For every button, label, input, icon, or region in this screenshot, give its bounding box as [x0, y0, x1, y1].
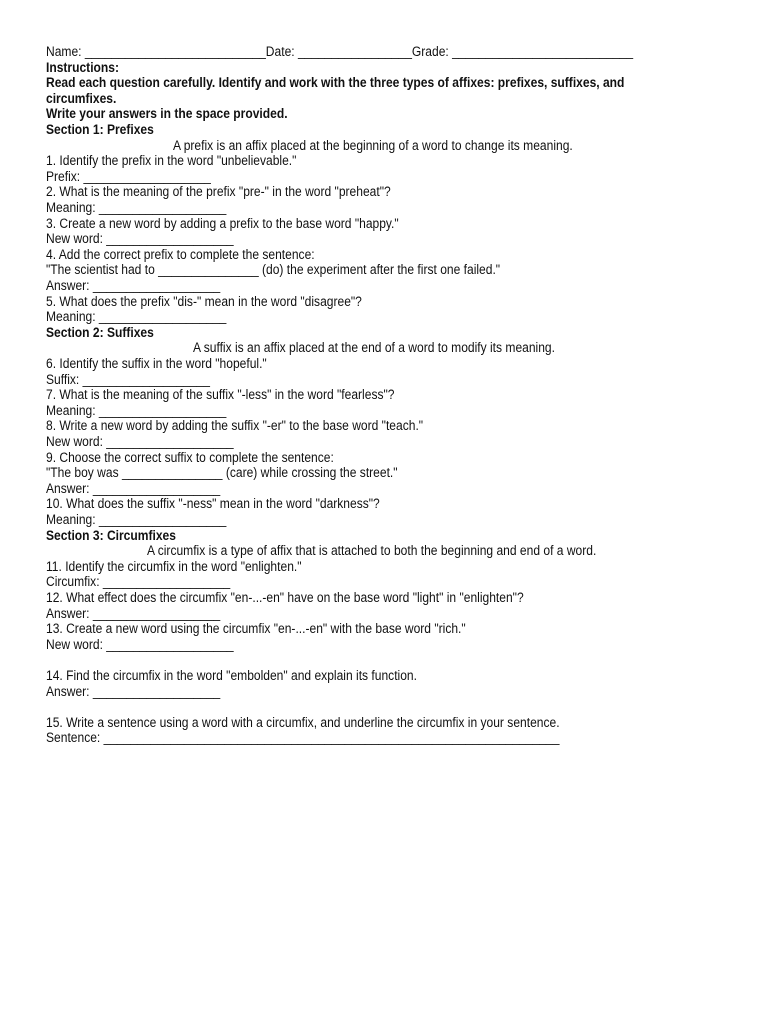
section-definition: A circumfix is a type of affix that is attached to both the beginning and end of a word.: [147, 543, 597, 559]
answer-blank: Sentence: ____________________________________________________________________: [46, 730, 560, 746]
answer-blank: Suffix: ___________________: [46, 371, 210, 387]
question-text: 5. What does the prefix "dis-" mean in the word "disagree"?: [46, 293, 362, 309]
instructions-text: Write your answers in the space provided.: [46, 106, 288, 122]
question-text: 10. What does the suffix "-ness" mean in the word "darkness"?: [46, 496, 380, 512]
question-text: 11. Identify the circumfix in the word "enlighten.": [46, 558, 302, 574]
answer-blank: New word: ___________________: [46, 636, 234, 652]
question-text: 7. What is the meaning of the suffix "-less" in the word "fearless"?: [46, 387, 395, 403]
question-text: 6. Identify the suffix in the word "hopeful.": [46, 356, 267, 371]
answer-blank: Answer: ___________________: [46, 480, 221, 496]
question-text: 2. What is the meaning of the prefix "pre-" in the word "preheat"?: [46, 184, 391, 200]
question-sentence: "The scientist had to _______________ (do) the experiment after the first one failed.": [46, 262, 501, 278]
answer-blank: Circumfix: ___________________: [46, 574, 231, 590]
instructions-text: circumfixes.: [46, 90, 117, 106]
section-heading: Section 1: Prefixes: [46, 122, 154, 137]
header-fields: Name: ___________________________Date: _________________Grade: ___________________________: [46, 44, 634, 59]
section-definition: A prefix is an affix placed at the beginning of a word to change its meaning.: [173, 137, 573, 153]
question-text: 9. Choose the correct suffix to complete the sentence:: [46, 449, 334, 465]
section-heading: Section 2: Suffixes: [46, 324, 154, 340]
question-sentence: "The boy was _______________ (care) while crossing the street.": [46, 465, 398, 481]
answer-blank: Meaning: ___________________: [46, 309, 227, 325]
instructions-text: Read each question carefully. Identify and work with the three types of affixes: prefixes, suffixes, and: [46, 75, 625, 91]
answer-blank: New word: ___________________: [46, 434, 234, 449]
question-text: 14. Find the circumfix in the word "embolden" and explain its function.: [46, 668, 417, 683]
answer-blank: Answer: ___________________: [46, 278, 221, 293]
question-text: 1. Identify the prefix in the word "unbelievable.": [46, 153, 297, 169]
answer-blank: Meaning: ___________________: [46, 402, 227, 418]
question-text: 12. What effect does the circumfix "en-...-en" have on the base word "light" in "enlighten"?: [46, 590, 524, 605]
answer-blank: New word: ___________________: [46, 231, 234, 247]
section-heading: Section 3: Circumfixes: [46, 527, 176, 543]
answer-blank: Answer: ___________________: [46, 683, 221, 699]
question-text: 13. Create a new word using the circumfix "en-...-en" with the base word "rich.": [46, 621, 466, 637]
section-definition: A suffix is an affix placed at the end of a word to modify its meaning.: [193, 340, 555, 356]
question-text: 3. Create a new word by adding a prefix to the base word "happy.": [46, 215, 399, 231]
answer-blank: Answer: ___________________: [46, 605, 221, 621]
answer-blank: Prefix: ___________________: [46, 168, 211, 184]
question-text: 8. Write a new word by adding the suffix "-er" to the base word "teach.": [46, 418, 424, 434]
instructions-title: Instructions:: [46, 59, 119, 75]
question-text: 4. Add the correct prefix to complete the sentence:: [46, 246, 315, 262]
answer-blank: Meaning: ___________________: [46, 512, 227, 527]
answer-blank: Meaning: ___________________: [46, 200, 227, 215]
question-text: 15. Write a sentence using a word with a circumfix, and underline the circumfix in your sentence.: [46, 714, 560, 730]
